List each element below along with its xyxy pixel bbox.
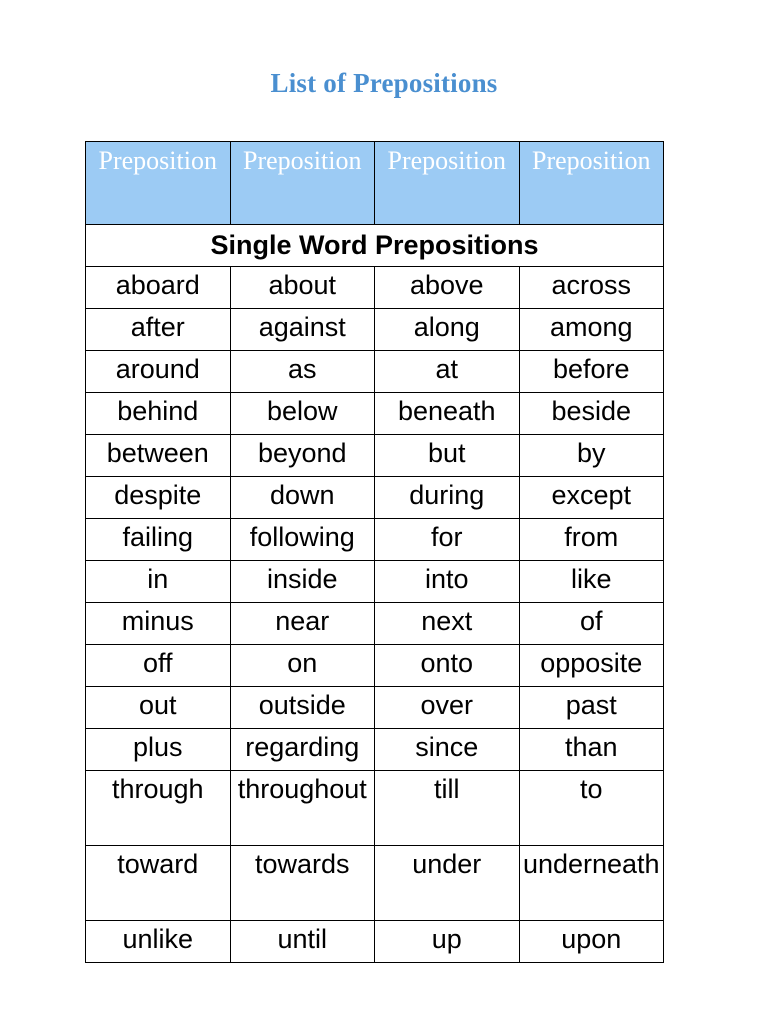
table-cell: behind [86,393,231,435]
table-cell: minus [86,603,231,645]
table-row [86,519,664,561]
table-cell: down [230,477,375,519]
table-cell: following [230,519,375,561]
table-cell: aboard [86,267,231,309]
table-cell: up [375,921,520,963]
table-cell: onto [375,645,520,687]
table-cell: to [519,771,664,846]
header-row [86,142,664,225]
table-cell: underneath [519,846,664,921]
table-row [86,846,664,921]
table-row [86,687,664,729]
table-cell: by [519,435,664,477]
table-cell: like [519,561,664,603]
table-cell: failing [86,519,231,561]
table-row [86,603,664,645]
table-row [86,921,664,963]
table-cell: from [519,519,664,561]
table-cell: beside [519,393,664,435]
table-cell: during [375,477,520,519]
table-cell: until [230,921,375,963]
table-row [86,393,664,435]
page-title: List of Prepositions [270,68,498,98]
table-cell: against [230,309,375,351]
column-header: Preposition [86,142,231,225]
table-cell: outside [230,687,375,729]
table-cell: on [230,645,375,687]
table-cell: between [86,435,231,477]
table-cell: over [375,687,520,729]
table-cell: than [519,729,664,771]
table-cell: above [375,267,520,309]
table-cell: in [86,561,231,603]
section-row [86,225,664,267]
table-row [86,309,664,351]
prepositions-table [85,141,664,963]
table-cell: past [519,687,664,729]
table-cell: regarding [230,729,375,771]
table-cell: beyond [230,435,375,477]
table-cell: into [375,561,520,603]
table-cell: since [375,729,520,771]
table-row [86,771,664,846]
table-cell: beneath [375,393,520,435]
table-cell: below [230,393,375,435]
table-cell: among [519,309,664,351]
table-row [86,645,664,687]
table-cell: upon [519,921,664,963]
table-cell: except [519,477,664,519]
section-title: Single Word Prepositions [86,225,664,267]
table-row [86,351,664,393]
table-cell: off [86,645,231,687]
table-cell: out [86,687,231,729]
table-cell: before [519,351,664,393]
table-cell: along [375,309,520,351]
table-cell: towards [230,846,375,921]
column-header: Preposition [230,142,375,225]
table-cell: unlike [86,921,231,963]
table-cell: toward [86,846,231,921]
table-row [86,561,664,603]
table-cell: across [519,267,664,309]
table-cell: at [375,351,520,393]
table-cell: till [375,771,520,846]
table-cell: as [230,351,375,393]
table-cell: inside [230,561,375,603]
table-cell: near [230,603,375,645]
table-cell: under [375,846,520,921]
table-row [86,435,664,477]
table-cell: despite [86,477,231,519]
table-cell: next [375,603,520,645]
table-cell: plus [86,729,231,771]
table-cell: after [86,309,231,351]
table-cell: through [86,771,231,846]
column-header: Preposition [519,142,664,225]
table-cell: of [519,603,664,645]
table-cell: around [86,351,231,393]
column-header: Preposition [375,142,520,225]
table-row [86,729,664,771]
table-cell: for [375,519,520,561]
table-cell: throughout [230,771,375,846]
table-row [86,267,664,309]
table-cell: about [230,267,375,309]
table-row [86,477,664,519]
table-cell: opposite [519,645,664,687]
table-cell: but [375,435,520,477]
